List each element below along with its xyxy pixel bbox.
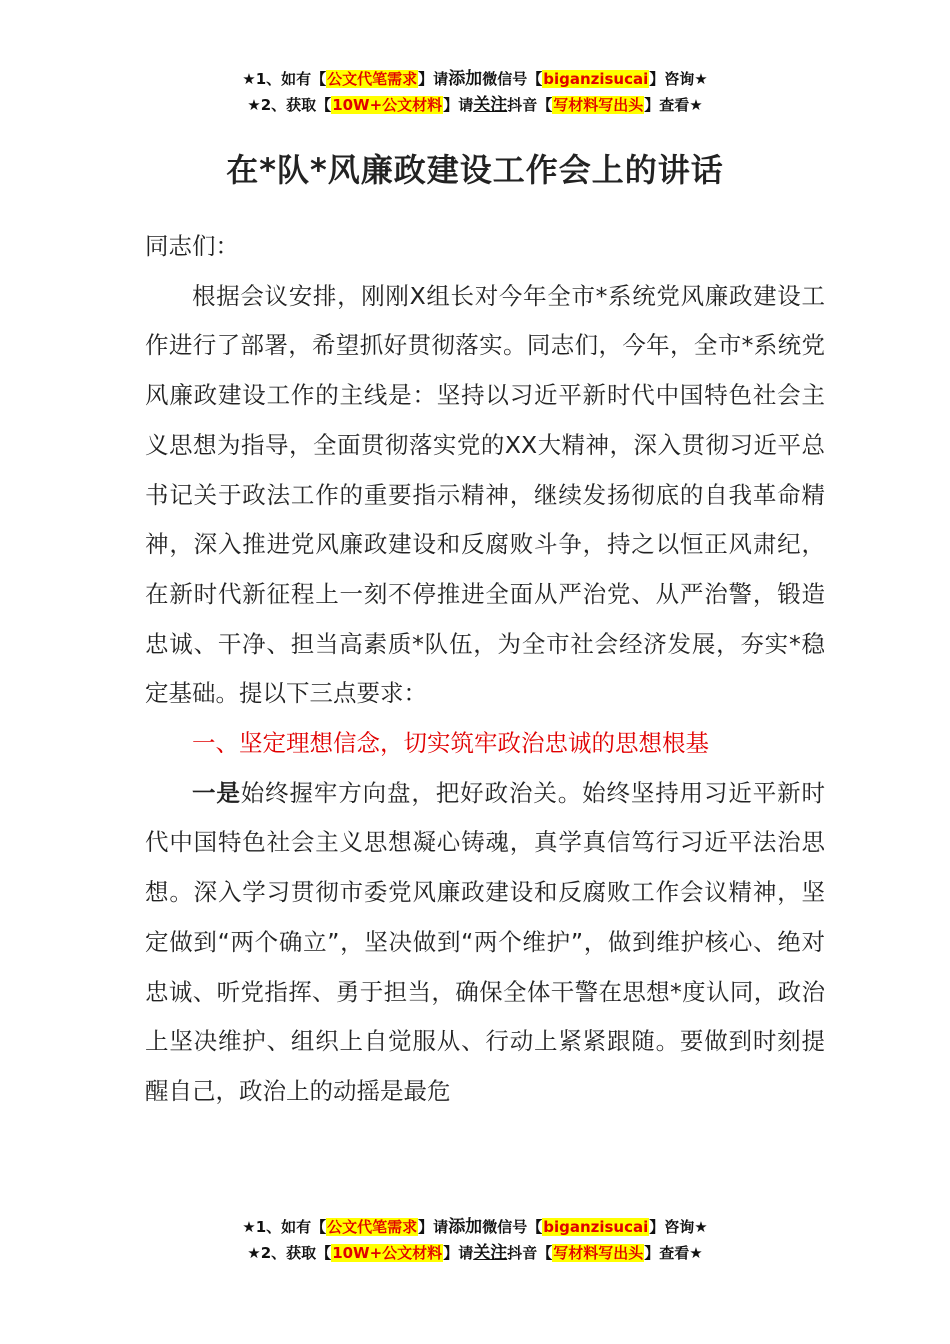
banner-text: ★2、获取【	[247, 96, 332, 114]
banner-line-1	[0, 66, 950, 92]
salutation: 同志们：	[145, 232, 239, 260]
banner-emphasis: 添加	[448, 1217, 483, 1237]
banner-highlight: 写材料写出头	[553, 1244, 644, 1262]
banner-text: 】查看★	[644, 96, 703, 114]
banner-text: ★1、如有【	[242, 70, 327, 88]
banner-text: 抖音【	[507, 96, 553, 114]
banner-text: 】请	[443, 1244, 474, 1262]
banner-text: ★2、获取【	[247, 1244, 332, 1262]
banner-line-2	[0, 1240, 950, 1266]
banner-emphasis: 添加	[448, 69, 483, 89]
banner-text: 】咨询★	[649, 70, 708, 88]
banner-highlight: 10W+公文材料	[332, 1244, 443, 1262]
banner-highlight: 10W+公文材料	[332, 96, 443, 114]
banner-emphasis: 关注	[473, 95, 508, 115]
banner-text: 抖音【	[507, 1244, 553, 1262]
banner-text: 】查看★	[644, 1244, 703, 1262]
banner-highlight: biganzisucai	[543, 1218, 649, 1236]
header-banner	[0, 66, 950, 118]
banner-text: ★1、如有【	[242, 1218, 327, 1236]
document-title: 在*队*风廉政建设工作会上的讲话	[226, 151, 724, 189]
banner-text: 微信号【	[482, 70, 543, 88]
paragraph-1: 根据会议安排，刚刚X组长对今年全市*系统党风廉政建设工作进行了部署，希望抓好贯彻落实。同志们，今年，全市*系统党风廉政建设工作的主线是：坚持以习近平新时代中国特色社会主义思想为指导，全面贯彻落实党的XX大精神，深入贯彻习近平总书记关于政法工作的重要指示精神，继续发扬彻底的自我革命精神，深入推进党风廉政建设和反腐败斗争，持之以恒正风肃纪，在新时代新征程上一刻不停推进全面从严治党、从严治警，锻造忠诚、干净、担当高素质*队伍，为全市社会经济发展，夯实*稳定基础。提以下三点要求：	[145, 281, 825, 708]
banner-highlight: biganzisucai	[543, 70, 649, 88]
banner-text: 微信号【	[482, 1218, 543, 1236]
banner-highlight: 公文代笔需求	[327, 1218, 418, 1236]
document-body	[145, 222, 825, 1117]
paragraph-2-lead: 一是	[192, 778, 241, 807]
section-1-heading: 一、坚定理想信念，切实筑牢政治忠诚的思想根基	[192, 729, 709, 758]
banner-text: 】请	[443, 96, 474, 114]
banner-emphasis: 关注	[473, 1243, 508, 1263]
paragraph-2-text: 始终握牢方向盘，把好政治关。始终坚持用习近平新时代中国特色社会主义思想凝心铸魂，真学真信笃行习近平法治思想。深入学习贯彻市委党风廉政建设和反腐败工作会议精神，坚定做到“两个确立”，坚决做到“两个维护”，做到维护核心、绝对忠诚、听党指挥、勇于担当，确保全体干警在思想*度认同，政治上坚决维护、组织上自觉服从、行动上紧紧跟随。要做到时刻提醒自己，政治上的动摇是最危	[145, 778, 826, 1105]
banner-line-2	[0, 92, 950, 118]
banner-text: 】请	[418, 70, 449, 88]
banner-highlight: 公文代笔需求	[327, 70, 418, 88]
footer-banner	[0, 1214, 950, 1266]
banner-line-1	[0, 1214, 950, 1240]
banner-highlight: 写材料写出头	[553, 96, 644, 114]
paragraph-2	[145, 769, 825, 1117]
banner-text: 】请	[418, 1218, 449, 1236]
banner-text: 】咨询★	[649, 1218, 708, 1236]
